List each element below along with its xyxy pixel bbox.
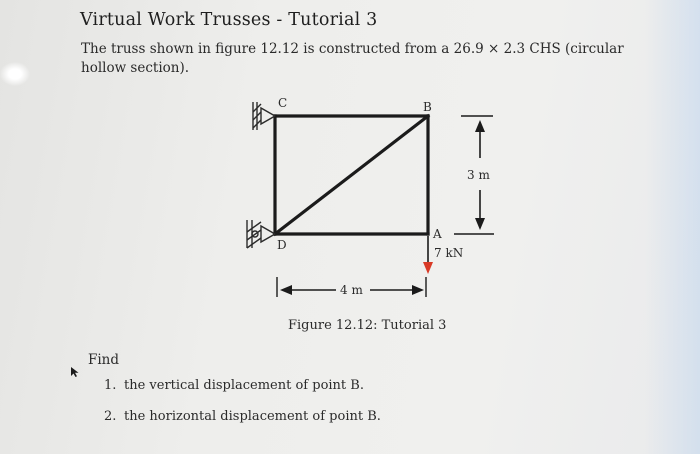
- task-text: the vertical displacement of point B.: [124, 378, 364, 393]
- node-label-a: A: [433, 227, 442, 241]
- task-number: 1.: [104, 378, 117, 393]
- task-text: the horizontal displacement of point B.: [124, 409, 381, 424]
- page-title: Virtual Work Trusses - Tutorial 3: [80, 10, 378, 30]
- task-number: 2.: [104, 409, 117, 424]
- lens-glare: [0, 62, 30, 86]
- height-dimension-label: 3 m: [467, 168, 490, 182]
- list-item: [104, 409, 381, 440]
- load-arrow-head: [423, 262, 433, 274]
- truss-figure: [230, 92, 510, 307]
- node-label-d: D: [277, 238, 287, 252]
- pin-support-c: [253, 102, 275, 130]
- width-dimension-label: 4 m: [340, 283, 363, 297]
- intro-paragraph: The truss shown in figure 12.12 is constructed from a 26.9 × 2.3 CHS (circular hollow section).: [81, 41, 624, 76]
- list-item: [104, 378, 381, 409]
- member-db: [275, 116, 428, 234]
- find-heading: Find: [88, 352, 120, 368]
- mouse-cursor-icon: [70, 366, 80, 378]
- pin-support-d: [247, 220, 275, 248]
- node-label-b: B: [423, 100, 432, 114]
- load-label: 7 kN: [434, 246, 464, 260]
- figure-caption: Figure 12.12: Tutorial 3: [288, 318, 447, 333]
- node-label-c: C: [278, 96, 288, 110]
- task-list: [104, 378, 381, 440]
- load-arrow-a: [423, 236, 433, 274]
- truss-members: [275, 116, 428, 234]
